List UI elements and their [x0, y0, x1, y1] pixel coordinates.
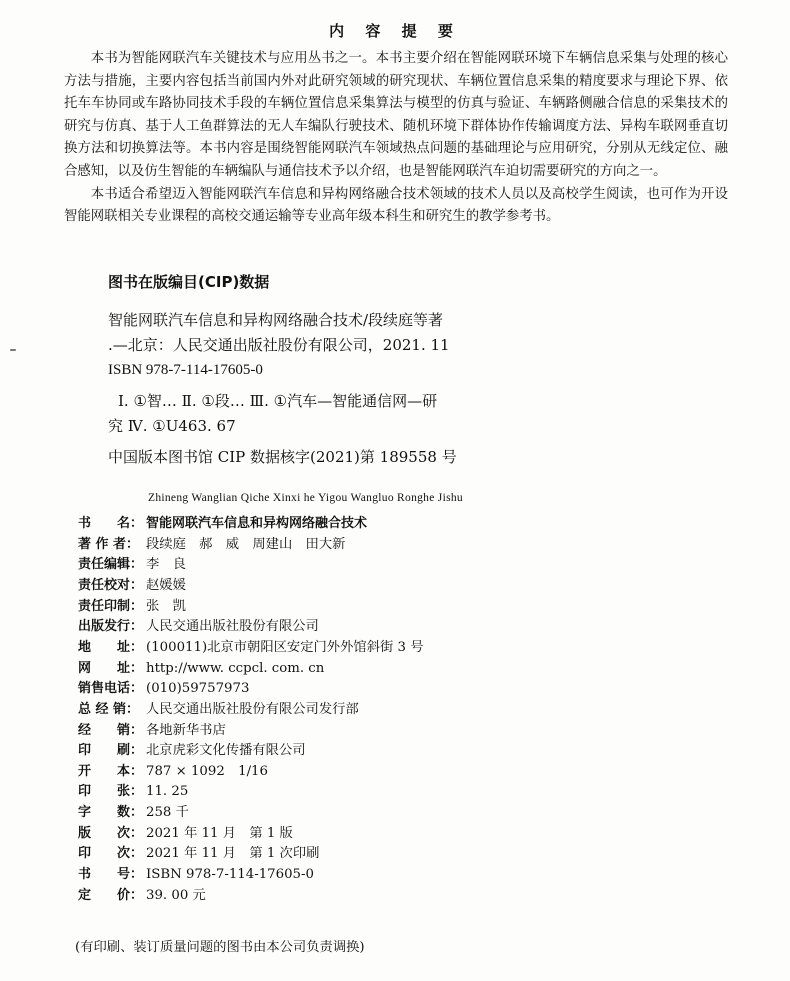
record-value: (010)59757973: [146, 681, 250, 697]
record-label: 责任编辑：: [78, 557, 144, 573]
record-value: (100011)北京市朝阳区安定门外外馆斜街 3 号: [146, 639, 424, 655]
record-row: [78, 659, 324, 679]
record-value: 人民交通出版社股份有限公司发行部: [146, 701, 359, 717]
record-value: 2021 年 11 月 第 1 版: [146, 825, 293, 841]
record-value: 北京虎彩文化传播有限公司: [146, 743, 306, 759]
record-label: 版 次：: [78, 825, 144, 841]
record-value: 2021 年 11 月 第 1 次印刷: [146, 846, 320, 862]
record-label: 地 址：: [78, 639, 144, 655]
record-row: [78, 617, 319, 637]
record-value: 智能网联汽车信息和异构网络融合技术: [146, 516, 368, 531]
record-row: [78, 782, 188, 802]
record-label: 销售电话：: [78, 681, 144, 697]
record-label: 经 销：: [78, 722, 144, 738]
record-row: [78, 741, 306, 761]
record-label: 书 号：: [78, 867, 144, 883]
record-label: 定 价：: [78, 887, 144, 903]
cip-isbn-line: ISBN 978-7-114-17605-0: [108, 362, 263, 378]
record-row: [78, 803, 189, 823]
title-pinyin: Zhineng Wanglian Qiche Xinxi he Yigou Wangluo Ronghe Jishu: [148, 492, 463, 504]
record-row: [78, 721, 226, 741]
record-label: 责任校对：: [78, 577, 144, 593]
cip-record-number: 中国版本图书馆 CIP 数据核字(2021)第 189558 号: [108, 448, 457, 466]
record-label: 出版发行：: [78, 619, 144, 635]
record-value: ISBN 978-7-114-17605-0: [146, 867, 314, 883]
record-row: [78, 700, 359, 720]
record-value: 787 × 1092 1/16: [146, 763, 268, 779]
record-value: 李 良: [146, 557, 186, 573]
record-row: [78, 514, 367, 534]
summary-text: [64, 48, 728, 229]
record-value: 39. 00 元: [146, 887, 206, 903]
record-label: 开 本：: [78, 763, 144, 779]
record-label: 印 次：: [78, 846, 144, 862]
record-row: [78, 576, 186, 596]
record-label: 责任印制：: [78, 598, 144, 614]
cip-heading: 图书在版编目(CIP)数据: [108, 273, 270, 291]
record-row: [78, 886, 206, 906]
record-value: 11. 25: [146, 784, 189, 800]
record-value: 段续庭 郝 威 周建山 田大新: [146, 536, 346, 552]
record-label: 著 作 者：: [78, 536, 140, 552]
record-value: 258 千: [146, 805, 189, 821]
record-value: http://www. ccpcl. com. cn: [146, 660, 325, 676]
scan-speck: [10, 349, 16, 351]
record-row: [78, 844, 319, 864]
cip-subject-line: Ⅰ. ①智… Ⅱ. ①段… Ⅲ. ①汽车—智能通信网—研: [118, 392, 438, 410]
record-label: 总 经 销：: [78, 701, 140, 717]
quality-note: (有印刷、装订质量问题的图书由本公司负责调换): [75, 940, 365, 955]
record-row: [78, 638, 424, 658]
record-value: 人民交通出版社股份有限公司: [146, 619, 319, 635]
record-value: 张 凯: [146, 598, 186, 614]
record-label: 网 址：: [78, 660, 144, 676]
cip-classification-line: 究 Ⅳ. ①U463. 67: [108, 417, 236, 435]
record-label: 字 数：: [78, 805, 144, 821]
record-label: 印 张：: [78, 784, 144, 800]
summary-paragraph: 本书适合希望迈入智能网联汽车信息和异构网络融合技术领域的技术人员以及高校学生阅读，也可作为开设智能网联相关专业课程的高校交通运输等专业高年级本科生和研究生的教学参考书。: [64, 186, 728, 225]
record-label: 书 名：: [78, 516, 144, 531]
record-row: [78, 762, 268, 782]
record-label: 印 刷：: [78, 743, 144, 759]
record-row: [78, 865, 314, 885]
summary-paragraph: 本书为智能网联汽车关键技术与应用丛书之一。本书主要介绍在智能网联环境下车辆信息采集与处理的核心方法与措施，主要内容包括当前国内外对此研究领域的研究现状、车辆位置信息采集的精度要求与理论下界、依托车车协同或车路协同技术手段的车辆位置信息采集算法与模型的仿真与验证、车辆路侧融合信息的采集技术的研究与仿真、基于人工鱼群算法的无人车编队行驶技术、随机环境下群体协作传输调度方法、异构车联网垂直切换方法和切换算法等。本书内容是围绕智能网联汽车领域热点问题的基础理论与应用研究，分别从无线定位、融合感知，以及仿生智能的车辆编队与通信技术予以介绍，也是智能网联汽车迫切需要研究的方向之一。: [64, 51, 728, 179]
record-value: 各地新华书店: [146, 722, 226, 738]
cip-publisher-line: .—北京：人民交通出版社股份有限公司，2021. 11: [108, 336, 450, 354]
record-row: [78, 597, 186, 617]
record-row: [78, 535, 345, 555]
record-row: [78, 679, 249, 699]
cip-title-line: 智能网联汽车信息和异构网络融合技术/段续庭等著: [108, 311, 444, 329]
record-value: 赵媛媛: [146, 577, 186, 593]
page-title: 内 容 提 要: [329, 22, 461, 40]
record-row: [78, 555, 186, 575]
record-row: [78, 824, 293, 844]
